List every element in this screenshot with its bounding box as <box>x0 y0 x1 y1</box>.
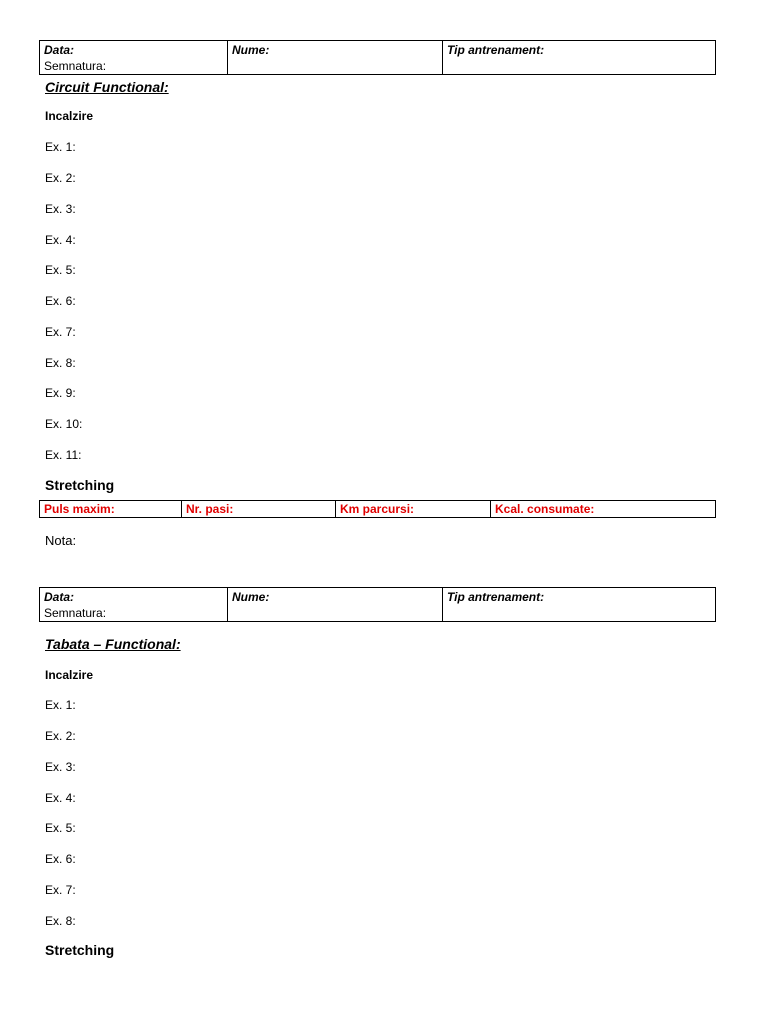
stats-table <box>39 500 716 518</box>
tip-antrenament-cell[interactable] <box>443 588 716 622</box>
exercise-line: Ex. 5: <box>45 263 76 277</box>
nume-cell[interactable] <box>228 588 443 622</box>
data-cell[interactable] <box>40 588 228 622</box>
exercise-line: Ex. 8: <box>45 356 76 370</box>
section-title-tabata: Tabata – Functional: <box>45 636 181 652</box>
nr-pasi-cell[interactable]: Nr. pasi: <box>182 501 336 518</box>
header-table-2 <box>39 587 716 622</box>
nota-label: Nota: <box>45 533 77 548</box>
header-table-1 <box>39 40 716 75</box>
nume-label: Nume: <box>232 43 270 57</box>
exercise-line: Ex. 3: <box>45 760 76 774</box>
stretching-label: Stretching <box>45 942 115 958</box>
tip-antrenament-label: Tip antrenament: <box>447 590 545 604</box>
exercise-line: Ex. 10: <box>45 417 83 431</box>
nume-cell[interactable] <box>228 41 443 75</box>
exercise-line: Ex. 11: <box>45 448 82 462</box>
exercise-line: Ex. 9: <box>45 386 76 400</box>
exercise-line: Ex. 1: <box>45 698 76 712</box>
exercise-line: Ex. 1: <box>45 140 76 154</box>
stretching-label: Stretching <box>45 477 115 493</box>
tip-antrenament-cell[interactable] <box>443 41 716 75</box>
exercise-line: Ex. 2: <box>45 729 76 743</box>
data-label: Data: <box>44 590 75 604</box>
exercise-line: Ex. 6: <box>45 294 76 308</box>
exercise-line: Ex. 5: <box>45 821 76 835</box>
section-title-circuit: Circuit Functional: <box>45 79 169 95</box>
exercise-line: Ex. 3: <box>45 202 76 216</box>
data-label: Data: <box>44 43 75 57</box>
warmup-label: Incalzire <box>45 668 94 682</box>
exercise-line: Ex. 6: <box>45 852 76 866</box>
exercise-line: Ex. 2: <box>45 171 76 185</box>
nume-label: Nume: <box>232 590 270 604</box>
kcal-consumate-cell[interactable]: Kcal. consumate: <box>491 501 716 518</box>
km-parcursi-cell[interactable]: Km parcursi: <box>336 501 491 518</box>
semnatura-label: Semnatura: <box>44 606 107 620</box>
exercise-line: Ex. 7: <box>45 325 76 339</box>
exercise-line: Ex. 4: <box>45 233 76 247</box>
semnatura-label: Semnatura: <box>44 59 107 73</box>
warmup-label: Incalzire <box>45 109 94 123</box>
exercise-line: Ex. 7: <box>45 883 76 897</box>
exercise-line: Ex. 8: <box>45 914 76 928</box>
exercise-line: Ex. 4: <box>45 791 76 805</box>
tip-antrenament-label: Tip antrenament: <box>447 43 545 57</box>
puls-maxim-cell[interactable]: Puls maxim: <box>40 501 182 518</box>
data-cell[interactable] <box>40 41 228 75</box>
